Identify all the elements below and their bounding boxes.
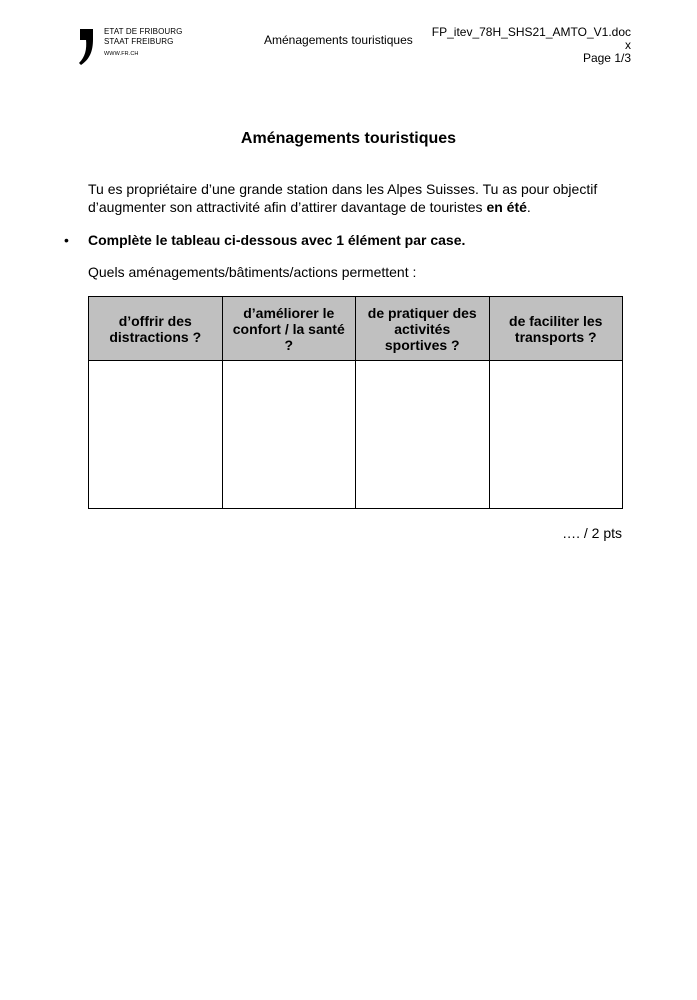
intro-line-1: Tu es propriétaire d’une grande station dans les Alpes Suisses. Tu as pour objectif [88,181,598,197]
header-transports: de faciliter les transports ? [489,297,623,361]
header-confort: d’améliorer le confort / la santé ? [222,297,356,361]
intro-paragraph [88,180,628,216]
file-name: FP_itev_78H_SHS21_AMTO_V1.doc [431,25,631,39]
instruction-text: Complète le tableau ci-dessous avec 1 élément par case. [88,232,466,248]
points-score: …. / 2 pts [562,525,622,541]
header-file-info [432,26,631,65]
header-title: Aménagements touristiques [264,33,413,47]
intro-line-2-end: . [526,199,531,215]
instruction-bullet [64,232,465,248]
question-text: Quels aménagements/bâtiments/actions permettent : [88,264,417,280]
header-distractions: d’offrir des distractions ? [89,297,223,361]
table-row [89,361,623,509]
answer-cell-transports[interactable] [489,361,623,509]
answer-table [88,296,623,509]
answer-cell-sport[interactable] [356,361,490,509]
intro-line-2 [88,198,628,216]
bullet-icon: • [64,232,69,248]
logo-text [104,27,183,60]
page-number: Page 1/3 [582,51,631,65]
header-sport: de pratiquer des activités sportives ? [356,297,490,361]
intro-line-2-text: d’augmenter son attractivité afin d’attirer davantage de touristes [88,199,487,215]
intro-emphasis: en été [486,199,527,215]
file-suffix: x [625,38,631,52]
logo-url: WWW.FR.CH [104,51,139,57]
logo-line-1: ETAT DE FRIBOURG [104,27,183,36]
answer-cell-confort[interactable] [222,361,356,509]
fribourg-logo-icon [78,27,100,67]
table-header-row [89,297,623,361]
logo-line-2: STAAT FREIBURG [104,37,174,46]
document-title: Aménagements touristiques [240,130,457,147]
answer-cell-distractions[interactable] [89,361,223,509]
